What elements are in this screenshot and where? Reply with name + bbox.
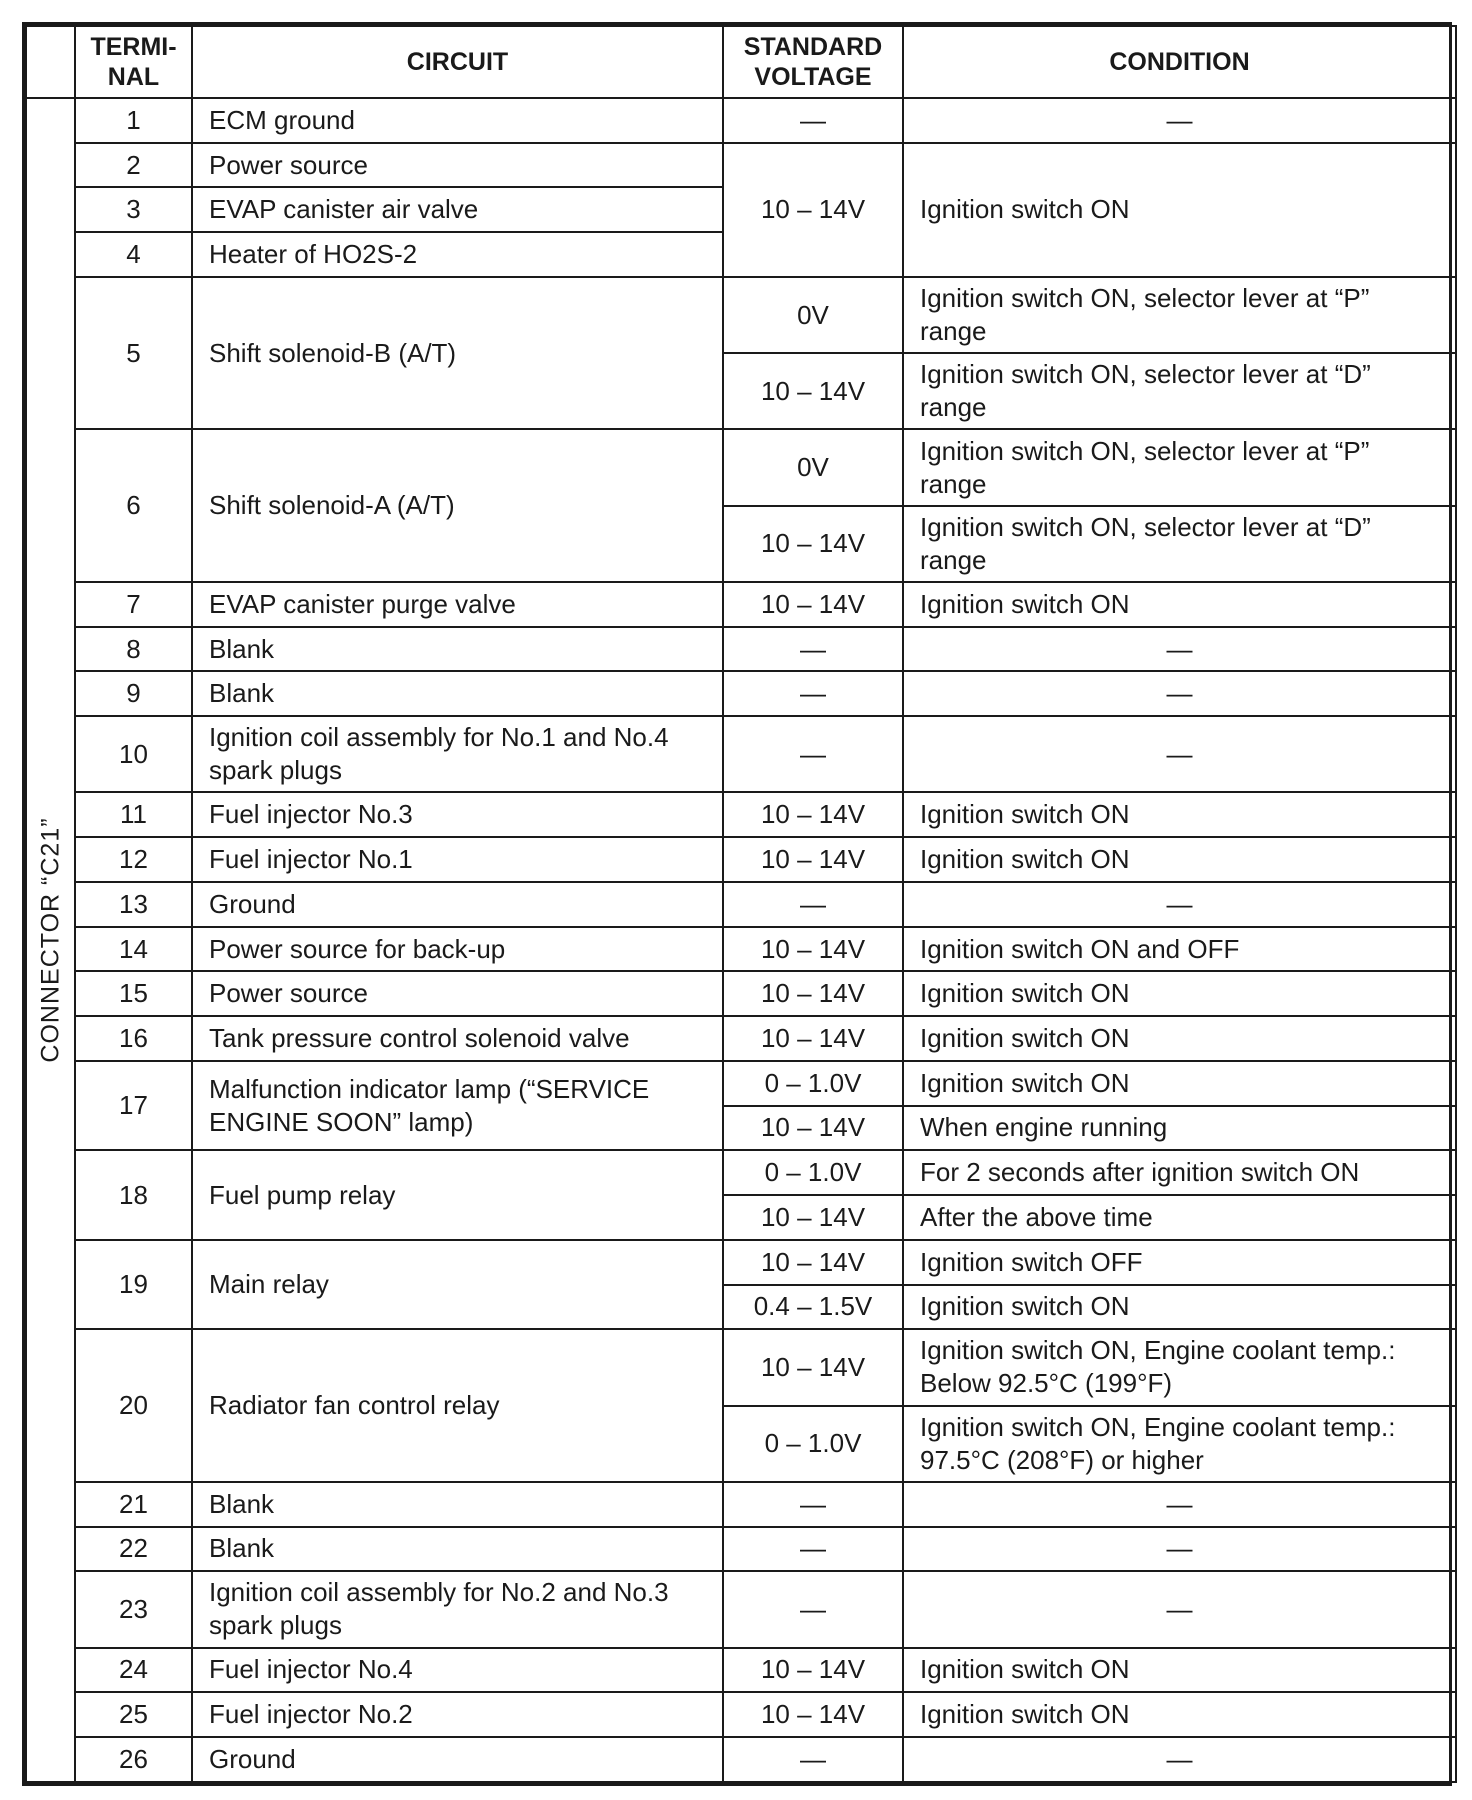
table-row bbox=[26, 1482, 1456, 1527]
terminal-cell: 6 bbox=[75, 429, 192, 582]
circuit-cell: Ignition coil assembly for No.2 and No.3 spark plugs bbox=[192, 1571, 723, 1647]
condition-cell: Ignition switch ON bbox=[903, 792, 1456, 837]
circuit-cell: Blank bbox=[192, 1527, 723, 1572]
terminal-cell: 20 bbox=[75, 1329, 192, 1482]
table-row bbox=[26, 716, 1456, 792]
terminal-cell: 12 bbox=[75, 837, 192, 882]
condition-cell: Ignition switch ON, selector lever at “D” range bbox=[903, 353, 1456, 429]
circuit-cell: Ground bbox=[192, 1737, 723, 1782]
voltage-cell: 10 – 14V bbox=[723, 837, 903, 882]
condition-cell: Ignition switch ON bbox=[903, 1061, 1456, 1106]
circuit-cell: Main relay bbox=[192, 1240, 723, 1329]
terminal-cell: 25 bbox=[75, 1692, 192, 1737]
table-row bbox=[26, 671, 1456, 716]
voltage-cell: 10 – 14V bbox=[723, 971, 903, 1016]
terminal-cell: 4 bbox=[75, 232, 192, 277]
header-blank bbox=[26, 26, 75, 98]
condition-cell: Ignition switch ON bbox=[903, 582, 1456, 627]
voltage-cell: 0 – 1.0V bbox=[723, 1406, 903, 1482]
table-row bbox=[26, 143, 1456, 188]
table-row bbox=[26, 1692, 1456, 1737]
table-row bbox=[26, 792, 1456, 837]
connector-label-cell bbox=[26, 98, 75, 1782]
voltage-cell: 0.4 – 1.5V bbox=[723, 1285, 903, 1330]
circuit-cell: Malfunction indicator lamp (“SERVICE ENGINE SOON” lamp) bbox=[192, 1061, 723, 1150]
condition-cell: Ignition switch ON, Engine coolant temp.: Below 92.5°C (199°F) bbox=[903, 1329, 1456, 1405]
voltage-cell: — bbox=[723, 1527, 903, 1572]
circuit-cell: Fuel injector No.2 bbox=[192, 1692, 723, 1737]
header-row bbox=[26, 26, 1456, 98]
table-row bbox=[26, 837, 1456, 882]
condition-cell: — bbox=[903, 1482, 1456, 1527]
condition-cell: Ignition switch ON bbox=[903, 1648, 1456, 1693]
condition-cell: — bbox=[903, 627, 1456, 672]
condition-cell: — bbox=[903, 1571, 1456, 1647]
table-row bbox=[26, 1061, 1456, 1106]
circuit-cell: Shift solenoid-B (A/T) bbox=[192, 277, 723, 430]
condition-cell: — bbox=[903, 882, 1456, 927]
table-row bbox=[26, 98, 1456, 143]
voltage-cell: — bbox=[723, 98, 903, 143]
condition-cell: Ignition switch ON, Engine coolant temp.: 97.5°C (208°F) or higher bbox=[903, 1406, 1456, 1482]
condition-cell: Ignition switch ON and OFF bbox=[903, 927, 1456, 972]
circuit-cell: Power source for back-up bbox=[192, 927, 723, 972]
table-row bbox=[26, 1571, 1456, 1647]
terminal-voltage-table bbox=[25, 25, 1457, 1783]
voltage-cell: 0V bbox=[723, 429, 903, 505]
header-circuit: CIRCUIT bbox=[192, 26, 723, 98]
voltage-cell: 10 – 14V bbox=[723, 1195, 903, 1240]
voltage-cell: 10 – 14V bbox=[723, 792, 903, 837]
circuit-cell: Ignition coil assembly for No.1 and No.4 spark plugs bbox=[192, 716, 723, 792]
header-standard-voltage: STANDARD VOLTAGE bbox=[723, 26, 903, 98]
circuit-cell: Blank bbox=[192, 627, 723, 672]
circuit-cell: Shift solenoid-A (A/T) bbox=[192, 429, 723, 582]
condition-cell: Ignition switch ON bbox=[903, 1285, 1456, 1330]
voltage-cell: — bbox=[723, 1482, 903, 1527]
table-row bbox=[26, 1150, 1456, 1195]
circuit-cell: EVAP canister purge valve bbox=[192, 582, 723, 627]
condition-cell: For 2 seconds after ignition switch ON bbox=[903, 1150, 1456, 1195]
voltage-cell: 10 – 14V bbox=[723, 353, 903, 429]
table-row bbox=[26, 1016, 1456, 1061]
voltage-cell: 10 – 14V bbox=[723, 1329, 903, 1405]
condition-cell: — bbox=[903, 98, 1456, 143]
terminal-cell: 13 bbox=[75, 882, 192, 927]
voltage-cell: 0 – 1.0V bbox=[723, 1150, 903, 1195]
table-row bbox=[26, 1329, 1456, 1405]
circuit-cell: EVAP canister air valve bbox=[192, 187, 723, 232]
terminal-cell: 16 bbox=[75, 1016, 192, 1061]
condition-cell: Ignition switch ON bbox=[903, 143, 1456, 277]
table-row bbox=[26, 582, 1456, 627]
voltage-cell: 10 – 14V bbox=[723, 1692, 903, 1737]
table-row bbox=[26, 1737, 1456, 1782]
table-row bbox=[26, 927, 1456, 972]
condition-cell: Ignition switch OFF bbox=[903, 1240, 1456, 1285]
condition-cell: Ignition switch ON, selector lever at “P” range bbox=[903, 277, 1456, 353]
voltage-cell: — bbox=[723, 671, 903, 716]
terminal-cell: 23 bbox=[75, 1571, 192, 1647]
table-row bbox=[26, 1527, 1456, 1572]
terminal-cell: 21 bbox=[75, 1482, 192, 1527]
voltage-cell: 10 – 14V bbox=[723, 1648, 903, 1693]
table-row bbox=[26, 971, 1456, 1016]
terminal-table-sheet bbox=[22, 22, 1452, 1786]
condition-cell: Ignition switch ON bbox=[903, 1692, 1456, 1737]
circuit-cell: Heater of HO2S-2 bbox=[192, 232, 723, 277]
condition-cell: Ignition switch ON bbox=[903, 971, 1456, 1016]
circuit-cell: Radiator fan control relay bbox=[192, 1329, 723, 1482]
circuit-cell: Fuel injector No.3 bbox=[192, 792, 723, 837]
circuit-cell: Blank bbox=[192, 1482, 723, 1527]
terminal-cell: 1 bbox=[75, 98, 192, 143]
table-row bbox=[26, 627, 1456, 672]
table-row bbox=[26, 1648, 1456, 1693]
terminal-cell: 8 bbox=[75, 627, 192, 672]
voltage-cell: — bbox=[723, 716, 903, 792]
voltage-cell: — bbox=[723, 1737, 903, 1782]
connector-label: CONNECTOR “C21” bbox=[36, 817, 64, 1063]
header-condition: CONDITION bbox=[903, 26, 1456, 98]
terminal-cell: 26 bbox=[75, 1737, 192, 1782]
voltage-cell: 10 – 14V bbox=[723, 1106, 903, 1151]
condition-cell: — bbox=[903, 1527, 1456, 1572]
circuit-cell: Ground bbox=[192, 882, 723, 927]
condition-cell: Ignition switch ON bbox=[903, 837, 1456, 882]
voltage-cell: 10 – 14V bbox=[723, 927, 903, 972]
voltage-cell: 10 – 14V bbox=[723, 582, 903, 627]
voltage-cell: 0 – 1.0V bbox=[723, 1061, 903, 1106]
terminal-cell: 7 bbox=[75, 582, 192, 627]
terminal-cell: 2 bbox=[75, 143, 192, 188]
table-row bbox=[26, 429, 1456, 505]
voltage-cell: 10 – 14V bbox=[723, 1016, 903, 1061]
circuit-cell: Fuel injector No.1 bbox=[192, 837, 723, 882]
circuit-cell: Fuel injector No.4 bbox=[192, 1648, 723, 1693]
terminal-cell: 17 bbox=[75, 1061, 192, 1150]
circuit-cell: Tank pressure control solenoid valve bbox=[192, 1016, 723, 1061]
terminal-cell: 11 bbox=[75, 792, 192, 837]
condition-cell: — bbox=[903, 671, 1456, 716]
circuit-cell: Power source bbox=[192, 971, 723, 1016]
terminal-cell: 5 bbox=[75, 277, 192, 430]
circuit-cell: Power source bbox=[192, 143, 723, 188]
terminal-cell: 18 bbox=[75, 1150, 192, 1239]
condition-cell: When engine running bbox=[903, 1106, 1456, 1151]
terminal-cell: 22 bbox=[75, 1527, 192, 1572]
circuit-cell: Blank bbox=[192, 671, 723, 716]
table-row bbox=[26, 1240, 1456, 1285]
condition-cell: — bbox=[903, 1737, 1456, 1782]
circuit-cell: Fuel pump relay bbox=[192, 1150, 723, 1239]
terminal-cell: 14 bbox=[75, 927, 192, 972]
terminal-cell: 15 bbox=[75, 971, 192, 1016]
header-terminal: TERMI- NAL bbox=[75, 26, 192, 98]
voltage-cell: 0V bbox=[723, 277, 903, 353]
circuit-cell: ECM ground bbox=[192, 98, 723, 143]
voltage-cell: — bbox=[723, 627, 903, 672]
voltage-cell: 10 – 14V bbox=[723, 143, 903, 277]
condition-cell: After the above time bbox=[903, 1195, 1456, 1240]
condition-cell: Ignition switch ON, selector lever at “P” range bbox=[903, 429, 1456, 505]
voltage-cell: — bbox=[723, 1571, 903, 1647]
voltage-cell: — bbox=[723, 882, 903, 927]
terminal-cell: 10 bbox=[75, 716, 192, 792]
voltage-cell: 10 – 14V bbox=[723, 506, 903, 582]
condition-cell: — bbox=[903, 716, 1456, 792]
table-row bbox=[26, 277, 1456, 353]
voltage-cell: 10 – 14V bbox=[723, 1240, 903, 1285]
terminal-cell: 19 bbox=[75, 1240, 192, 1329]
condition-cell: Ignition switch ON bbox=[903, 1016, 1456, 1061]
terminal-cell: 9 bbox=[75, 671, 192, 716]
table-row bbox=[26, 882, 1456, 927]
terminal-cell: 3 bbox=[75, 187, 192, 232]
condition-cell: Ignition switch ON, selector lever at “D” range bbox=[903, 506, 1456, 582]
terminal-cell: 24 bbox=[75, 1648, 192, 1693]
